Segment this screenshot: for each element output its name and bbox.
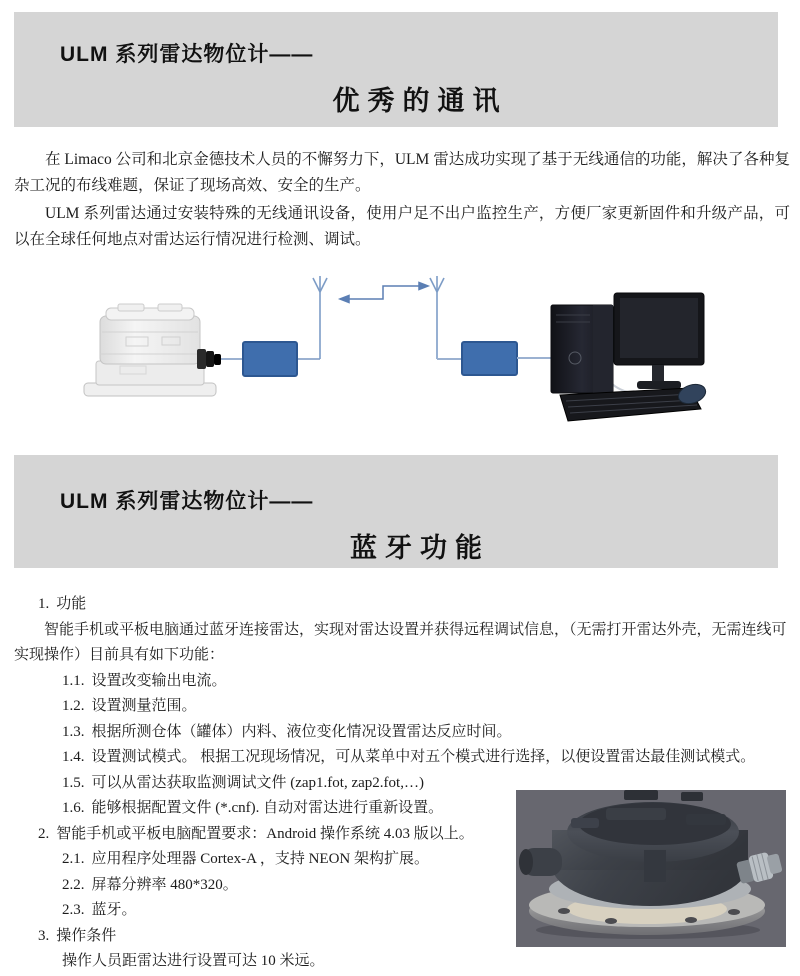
list-item-1-3: 1.3. 根据所测仓体（罐体）内料、液位变化情况设置雷达反应时间。 [62, 723, 512, 740]
wireless-modem-right [462, 342, 517, 375]
banner2-title: ULM 系列雷达物位计—— [60, 490, 314, 513]
list-item-1: 1. 功能 [38, 596, 87, 612]
computer-illustration [551, 293, 708, 421]
section1-banner [14, 12, 778, 127]
list-item-2: 2. 智能手机或平板电脑配置要求：Android 操作系统 4.03 版以上。 [38, 825, 474, 842]
banner1-subtitle: 优秀的通讯 [332, 86, 508, 116]
list-item-1-4: 1.4. 设置测试模式。 根据工况现场情况，可从菜单中对五个模式进行选择，以便设置雷达最佳测试模式。 [62, 749, 756, 765]
antenna-left-icon [313, 276, 327, 359]
list-item-1-2: 1.2. 设置测量范围。 [62, 698, 197, 714]
list-item-3: 3. 操作条件 [38, 927, 117, 944]
list-item-1-1: 1.1. 设置改变输出电流。 [62, 672, 227, 689]
wireless-modem-left [243, 342, 297, 376]
list-item-1-6: 1.6. 能够根据配置文件 (*.cnf). 自动对雷达进行重新设置。 [62, 800, 444, 816]
list-item-1-5: 1.5. 可以从雷达获取监测调试文件 (zap1.fot, zap2.fot,…) [62, 774, 424, 791]
list-item-2-2: 2.2. 屏幕分辨率 480*320。 [62, 876, 238, 893]
wireless-communication-diagram [0, 262, 800, 442]
cable-gland-icon [197, 349, 221, 369]
list-item-2-3: 2.3. 蓝牙。 [62, 902, 137, 918]
banner1-title: ULM 系列雷达物位计—— [60, 43, 314, 66]
intro-text [14, 147, 790, 255]
banner2-subtitle: 蓝牙功能 [350, 533, 490, 563]
wireless-link-arrows-icon [340, 283, 428, 303]
features-intro-paragraph: 智能手机或平板电脑通过蓝牙连接雷达，实现对雷达设置并获得远程调试信息，（无需打开雷达外壳，无需连线可实现操作）目前具有如下功能： [14, 621, 787, 663]
intro-paragraph-1: 在 Limaco 公司和北京金德技术人员的不懈努力下，ULM 雷达成功实现了基于无线通信的功能，解决了各种复杂工况的布线难题，保证了现场高效、安全的生产。 [14, 151, 790, 194]
radar-gauge-illustration [84, 304, 221, 396]
intro-paragraph-2: ULM 系列雷达通过安装特殊的无线通讯设备，使用户足不出户监控生产，方便厂家更新固件和升级产品，可以在全球任何地点对雷达运行情况进行检测、调试。 [14, 205, 790, 248]
list-item-3-text: 操作人员距雷达进行设置可达 10 米远。 [62, 953, 325, 969]
antenna-right-icon [430, 276, 444, 359]
section2-banner [14, 455, 778, 568]
radar-product-photo [516, 790, 786, 947]
list-item-2-1: 2.1. 应用程序处理器 Cortex-A ，支持 NEON 架构扩展。 [62, 851, 429, 867]
